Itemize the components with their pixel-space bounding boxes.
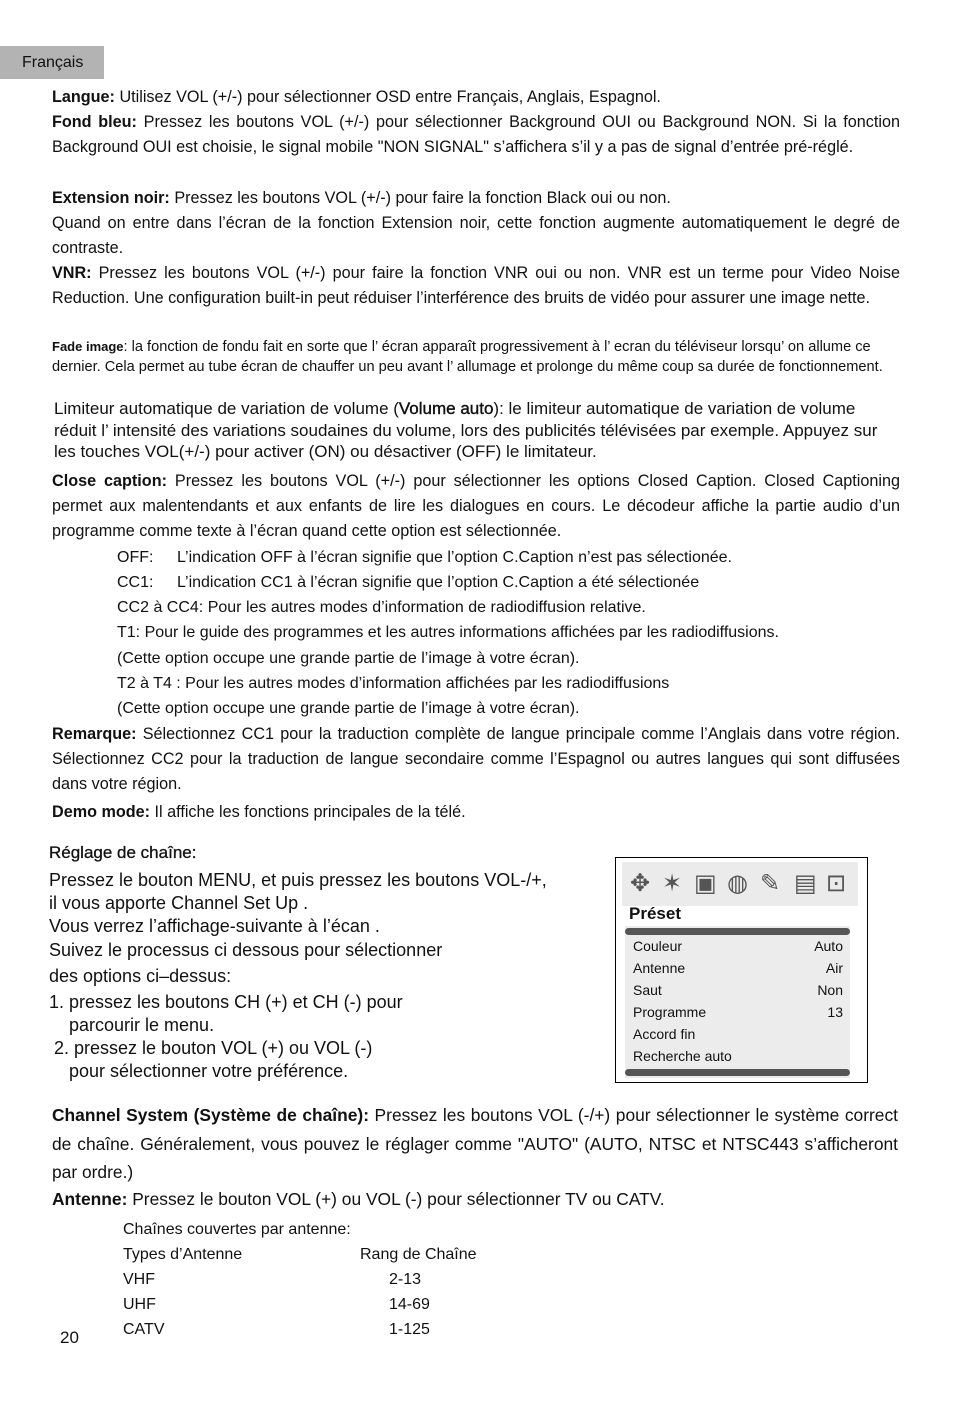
paragraph-langue: Langue: Utilisez VOL (+/-) pour sélectionner OSD entre Français, Anglais, Espagnol.: [52, 88, 661, 106]
page-number: 20: [60, 1328, 79, 1347]
paragraph-volume-auto: Limiteur automatique de variation de volume (Volume auto): le limiteur automatique de variation de volume réduit l’ intensité des variations soudaines du volume, lors des publicités télévisées par exemple. Appuyez sur les touches VOL(+/-) pour activer (ON) ou désactiver (OFF) le limitateur.: [54, 399, 878, 461]
antenna-table-header: Rang de Chaîne: [360, 1246, 477, 1263]
preset-menu-screenshot: [615, 857, 868, 1083]
menu-row: Saut Non: [633, 982, 843, 998]
paragraph-extension-noir-detail: Quand on entre dans l’écran de la fonction Extension noir, cette fonction augmente automatiquement le degré de contraste.: [52, 214, 900, 258]
antenna-table-cell: CATV: [123, 1321, 165, 1338]
satellite-icon: ✎: [760, 870, 781, 897]
caption-option: CC1: L’indication CC1 à l’écran signifie que l’option C.Caption a été sélectionée: [117, 574, 700, 591]
menu-row: Accord fin: [633, 1026, 696, 1042]
menu-row: Programme 13: [633, 1004, 843, 1020]
section-line: parcourir le menu.: [49, 1015, 215, 1035]
caption-option: T2 à T4 : Pour les autres modes d’information affichées par les radiodiffusions: [117, 675, 670, 692]
antenna-table-cell: 2-13: [389, 1271, 422, 1288]
section-line: Suivez le processus ci dessous pour sélectionner: [49, 940, 443, 960]
globe-icon: ◍: [727, 870, 748, 897]
paragraph-remarque: Remarque: Sélectionnez CC1 pour la traduction complète de langue principale comme l’Anglais dans votre région. Sélectionnez CC2 pour la traduction de langue secondaire comme l’Espagnol ou autres langues qui sont diffusées dans votre région.: [52, 725, 900, 794]
caption-option: T1: Pour le guide des programmes et les autres informations affichées par les radiodiffusions.: [117, 624, 779, 641]
paragraph-channel-system: Channel System (Système de chaîne): Pressez les boutons VOL (-/+) pour sélectionner le système correct de chaîne. Généralement, vous pouvez le réglager comme "AUTO" (AUTO, NTSC et NTSC443 s’afficheront par ordre.): [52, 1105, 898, 1182]
section-line: Pressez le bouton MENU, et puis pressez les boutons VOL-/+,: [49, 870, 547, 890]
caption-option: (Cette option occupe une grande partie de l’image à votre écran).: [117, 650, 580, 667]
caption-option: CC2 à CC4: Pour les autres modes d’information de radiodiffusion relative.: [117, 599, 646, 616]
menu-icon-bar: [622, 862, 858, 906]
caption-option: OFF: L’indication OFF à l’écran signifie que l’option C.Caption n’est pas sélectionée.: [117, 549, 732, 566]
section-line: 1. pressez les boutons CH (+) et CH (-) pour: [49, 992, 403, 1012]
paragraph-close-caption: Close caption: Pressez les boutons VOL (+/-) pour sélectionner les options Closed Caption. Closed Captioning permet aux malentendants et aux enfants de lire les dialogues en cours. Le décodeur affiche la partie audio d’un programme comme texte à l’écran quand cette option est sélectionnée.: [52, 472, 900, 541]
picture-icon: ✥: [630, 870, 651, 897]
antenna-table-cell: 1-125: [389, 1321, 430, 1338]
paragraph-vnr: VNR: Pressez les boutons VOL (+/-) pour faire la fonction VNR oui ou non. VNR est un terme pour Video Noise Reduction. Une configuration built-in peut réduiser l’interférence des bruits de vidéo pour assurer une image nette.: [52, 264, 900, 308]
menu-panel: [625, 926, 850, 1078]
film-icon: ▤: [794, 870, 817, 897]
paragraph-extension-noir: Extension noir: Pressez les boutons VOL (+/-) pour faire la fonction Black oui ou non.: [52, 189, 671, 207]
antenna-table-cell: 14-69: [389, 1296, 430, 1313]
paragraph-fond-bleu: Fond bleu: Pressez les boutons VOL (+/-) pour sélectionner Background OUI ou Background NON. Si la fonction Background OUI est choisie, le signal mobile "NON SIGNAL" s’affichera s’il y a pas de signal d’entrée pré-réglé.: [52, 113, 900, 157]
antenna-table-cell: VHF: [123, 1271, 155, 1288]
star-icon: ✶: [662, 870, 683, 897]
section-heading: Réglage de chaîne:: [49, 843, 197, 862]
menu-row: Recherche auto: [633, 1048, 732, 1064]
section-line: pour sélectionner votre préférence.: [49, 1061, 349, 1081]
antenna-table-cell: UHF: [123, 1296, 156, 1313]
lock-icon: ⊡: [826, 870, 847, 897]
menu-bottom-bar: [625, 1069, 850, 1076]
caption-option: (Cette option occupe une grande partie de l’image à votre écran).: [117, 700, 580, 717]
antenna-table-header: Types d’Antenne: [123, 1246, 243, 1263]
section-line: 2. pressez le bouton VOL (+) ou VOL (-): [49, 1038, 373, 1058]
menu-row: Couleur Auto: [633, 938, 843, 954]
paragraph-antenne: Antenne: Pressez le bouton VOL (+) ou VOL (-) pour sélectionner TV ou CATV.: [52, 1189, 665, 1209]
section-line: des options ci–dessus:: [49, 966, 232, 986]
tv-icon: ▣: [694, 870, 717, 897]
section-line: Vous verrez l’affichage-suivante à l’écan .: [49, 916, 380, 936]
section-line: il vous apporte Channel Set Up .: [49, 893, 309, 913]
menu-title: Préset: [629, 904, 681, 923]
paragraph-fade-image: Fade image: la fonction de fondu fait en sorte que l’ écran apparaît progressivement à l’ ecran du téléviseur lorsqu’ on allume ce dernier. Cela permet au tube écran de chauffer un peu avant l’ allumage et prolonge du même coup sa durée de fonctionnement.: [52, 339, 883, 375]
paragraph-demo-mode: Demo mode: Il affiche les fonctions principales de la télé.: [52, 803, 466, 821]
menu-row: Antenne Air: [633, 960, 843, 976]
menu-top-bar: [625, 928, 850, 935]
antenna-table-caption: Chaînes couvertes par antenne:: [123, 1221, 351, 1238]
language-tab: Français: [0, 46, 104, 79]
